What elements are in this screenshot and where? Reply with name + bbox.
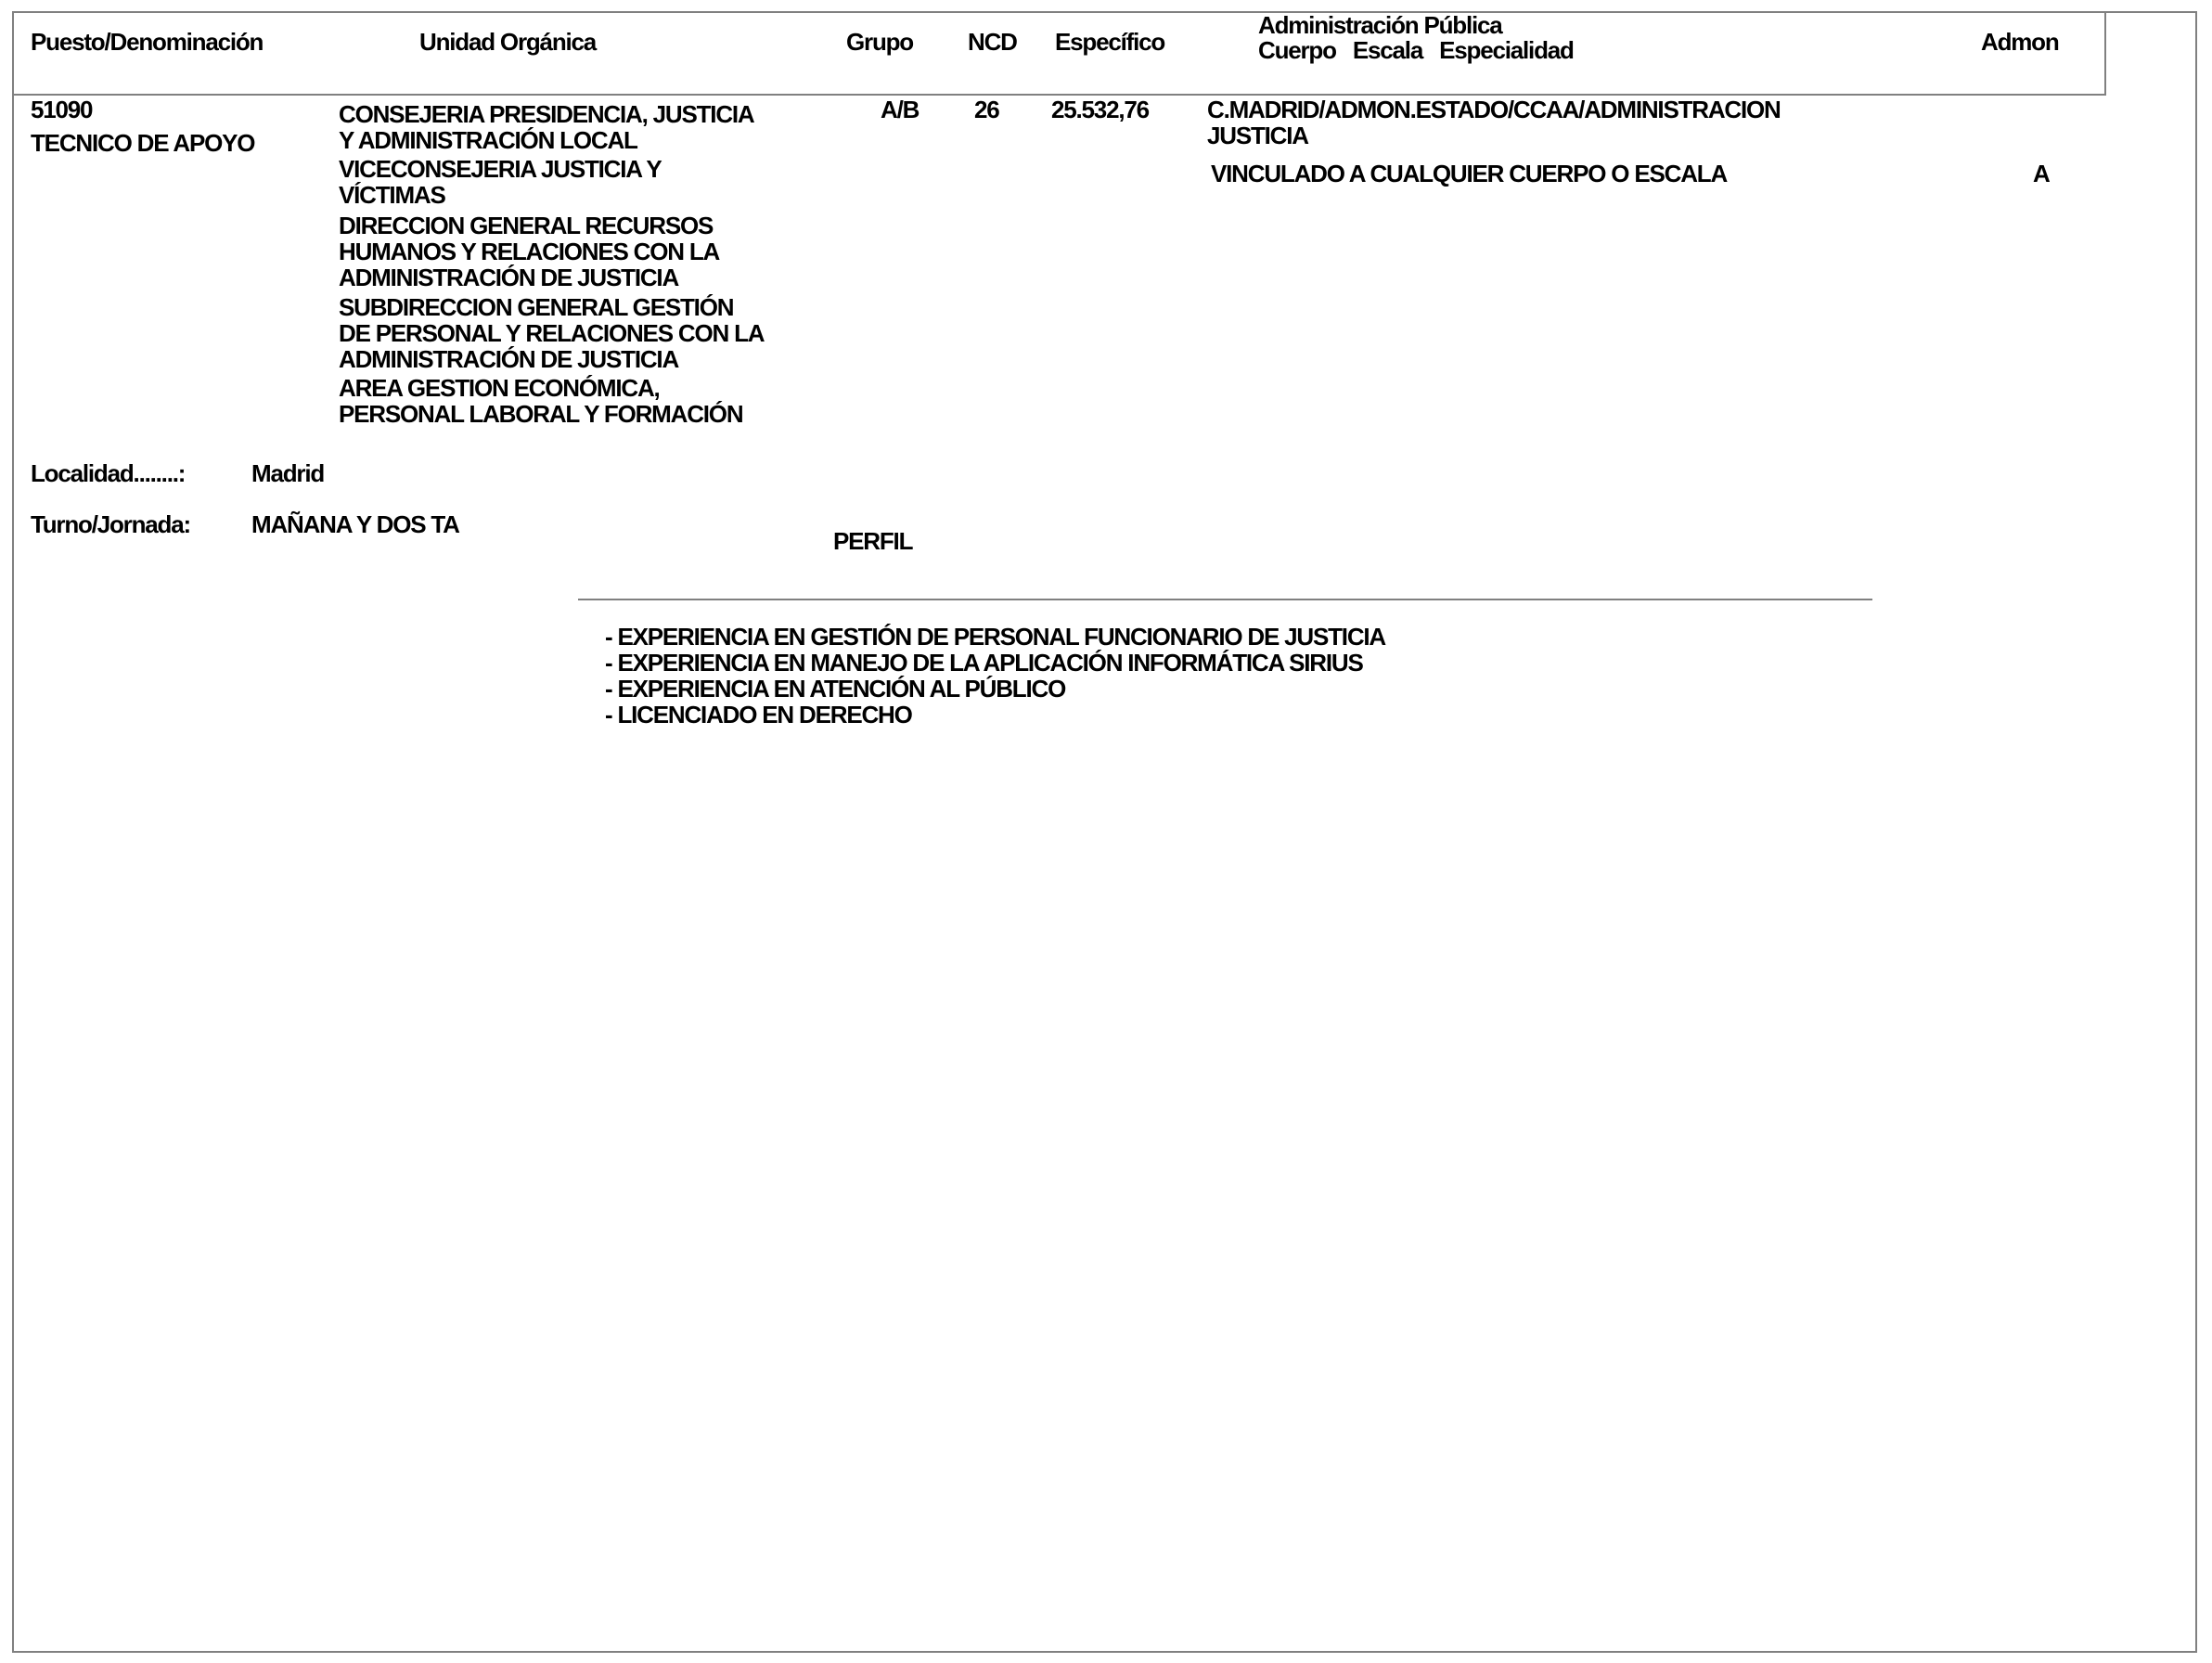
perfil-title: PERFIL — [833, 527, 913, 555]
perfil-divider — [578, 599, 1872, 600]
record-especifico: 25.532,76 — [1051, 96, 1149, 123]
localidad-value: Madrid — [251, 459, 325, 487]
header-admin-publica: Administración Pública — [1258, 11, 1502, 39]
perfil-item: - EXPERIENCIA EN MANEJO DE LA APLICACIÓN INFORMÁTICA SIRIUS — [605, 649, 1363, 677]
record-administracion: C.MADRID/ADMON.ESTADO/CCAA/ADMINISTRACION JUSTICIA — [1207, 96, 1781, 149]
perfil-list — [605, 624, 1385, 728]
record-cuerpo: VINCULADO A CUALQUIER CUERPO O ESCALA — [1211, 160, 1728, 187]
record-ncd: 26 — [974, 96, 999, 123]
turno-label: Turno/Jornada: — [31, 510, 190, 538]
header-ncd: NCD — [968, 28, 1017, 56]
unidad-block-2: VICECONSEJERIA JUSTICIA Y VÍCTIMAS — [339, 155, 662, 209]
header-admon: Admon — [1981, 28, 2059, 56]
record-grupo: A/B — [881, 96, 920, 123]
perfil-item: - LICENCIADO EN DERECHO — [605, 701, 912, 728]
header-unidad: Unidad Orgánica — [419, 28, 597, 56]
record-codigo: 51090 — [31, 96, 93, 123]
perfil-item: - EXPERIENCIA EN ATENCIÓN AL PÚBLICO — [605, 675, 1066, 703]
unidad-block-5: AREA GESTION ECONÓMICA, PERSONAL LABORAL Y FORMACIÓN — [339, 374, 743, 428]
turno-value: MAÑANA Y DOS TA — [251, 510, 459, 538]
header-cuerpo-escala: Cuerpo Escala Especialidad — [1258, 36, 1574, 64]
unidad-block-3: DIRECCION GENERAL RECURSOS HUMANOS Y RELACIONES CON LA ADMINISTRACIÓN DE JUSTICIA — [339, 212, 720, 291]
localidad-label: Localidad........: — [31, 459, 186, 487]
header-especifico: Específico — [1055, 28, 1165, 56]
header-puesto: Puesto/Denominación — [31, 28, 264, 56]
record-admon: A — [2033, 160, 2050, 187]
record-denominacion: TECNICO DE APOYO — [31, 129, 255, 157]
perfil-item: - EXPERIENCIA EN GESTIÓN DE PERSONAL FUNCIONARIO DE JUSTICIA — [605, 623, 1385, 651]
header-grupo: Grupo — [846, 28, 913, 56]
unidad-block-1: CONSEJERIA PRESIDENCIA, JUSTICIA Y ADMINISTRACIÓN LOCAL — [339, 100, 754, 154]
unidad-block-4: SUBDIRECCION GENERAL GESTIÓN DE PERSONAL Y RELACIONES CON LA ADMINISTRACIÓN DE JUSTICIA — [339, 293, 765, 373]
